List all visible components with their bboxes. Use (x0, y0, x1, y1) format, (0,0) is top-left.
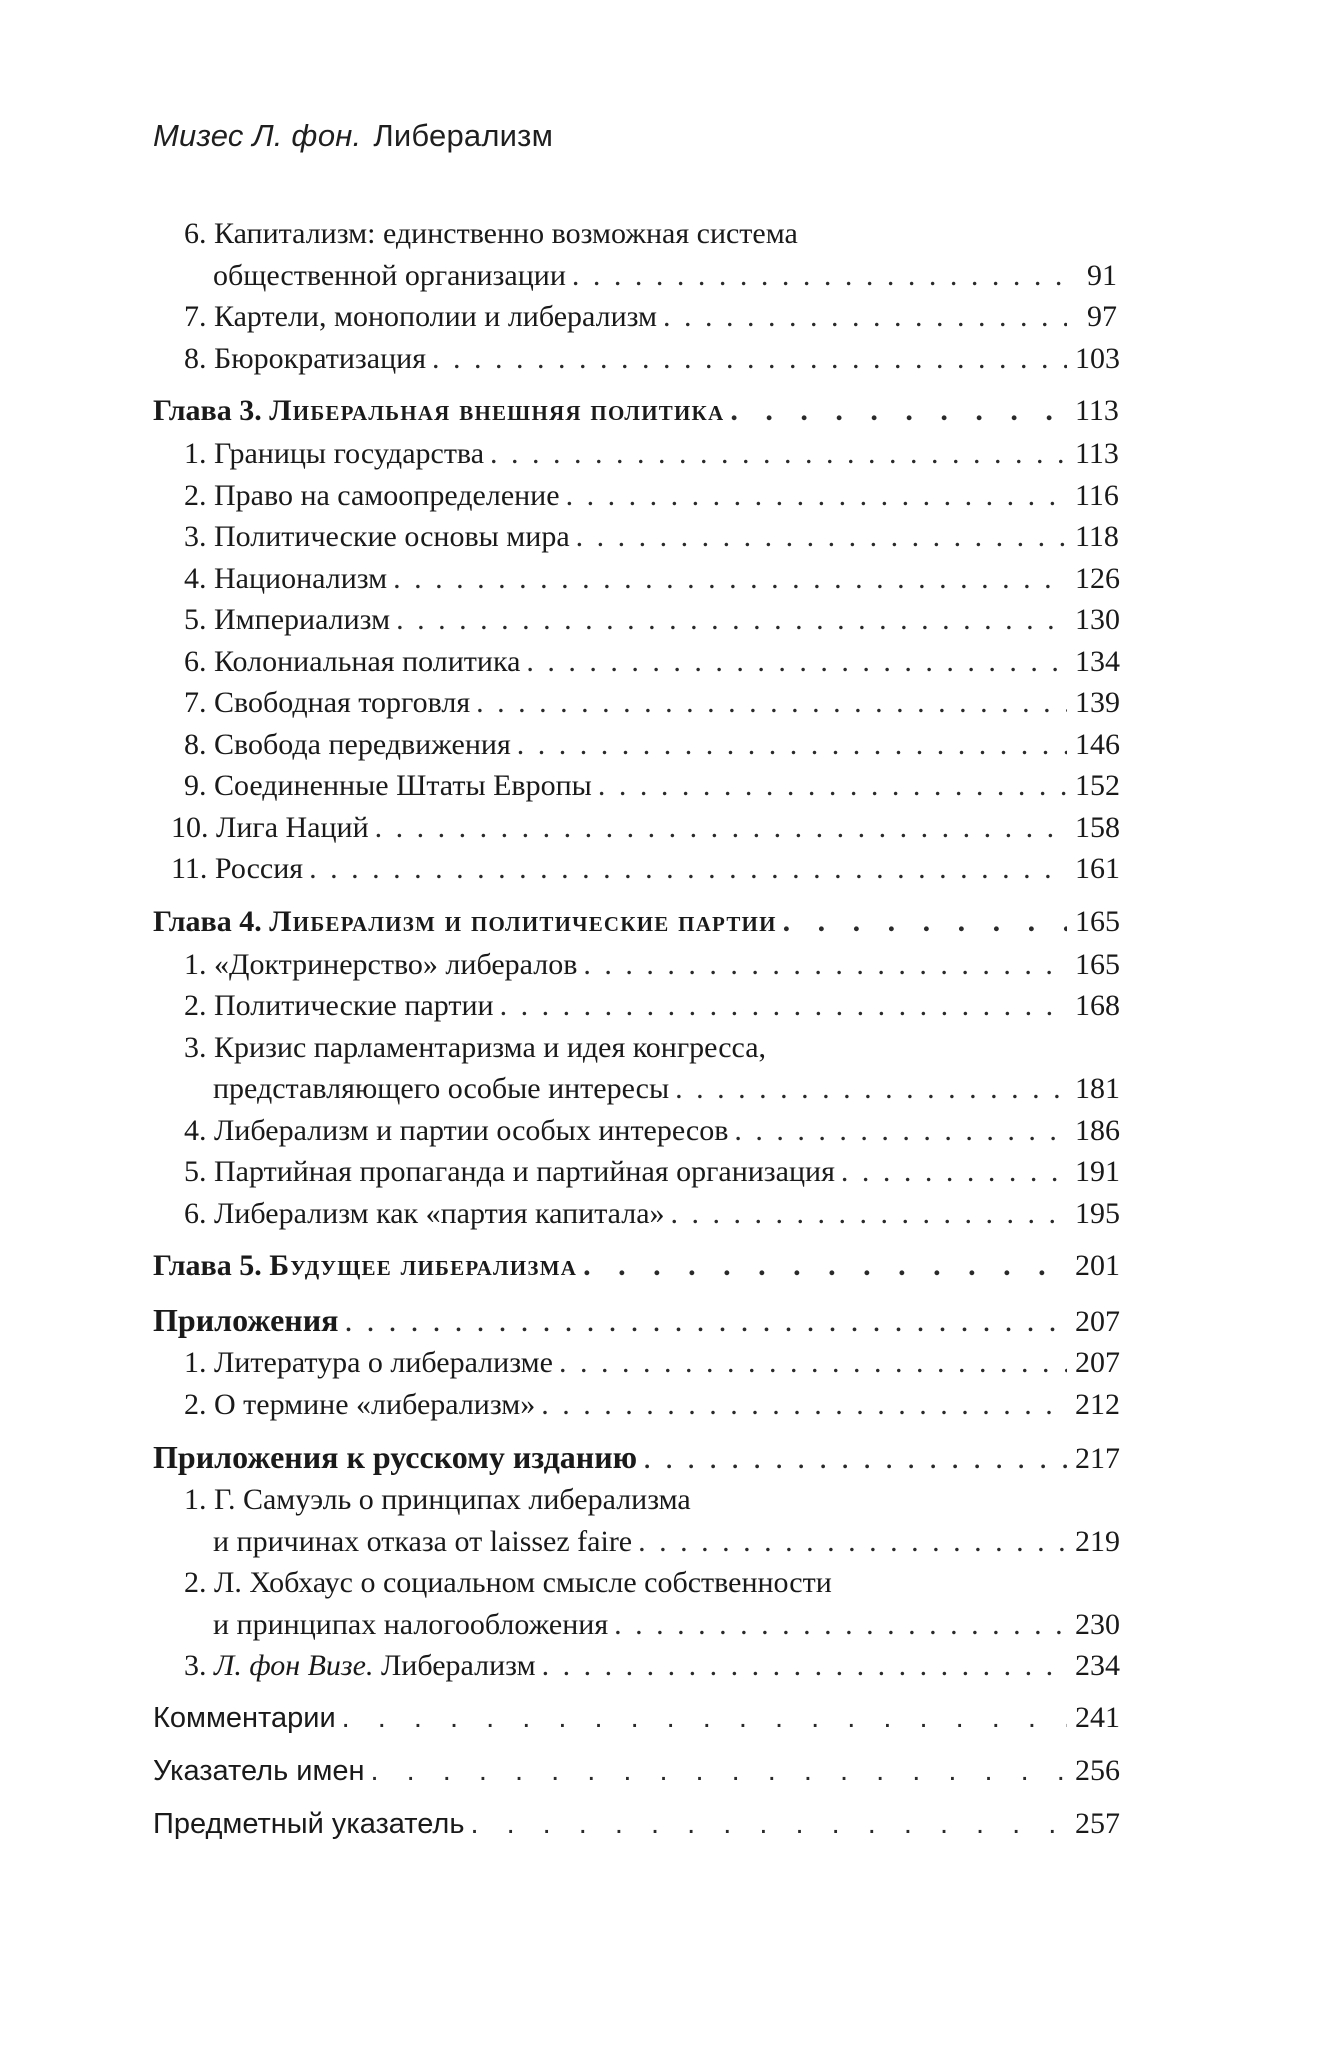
dot-leader (841, 1151, 1067, 1193)
toc-page-number: 103 (1075, 341, 1120, 375)
toc-entry-label: 1. Границы государства (184, 437, 485, 470)
toc-page-number: 195 (1075, 1196, 1120, 1230)
toc-entry-ru-s2[interactable] (153, 1604, 1120, 1646)
toc-entry-label: 10. Лига Наций (171, 810, 369, 844)
toc-entry-ch3-s3[interactable] (153, 516, 1117, 558)
toc-page-number: 217 (1075, 1442, 1120, 1475)
toc-chapter-label (153, 389, 730, 433)
dot-leader (542, 1645, 1067, 1687)
running-head-title: Либерализм (373, 118, 554, 153)
toc-entry-label: 5. Партийная пропаганда и партийная организация (184, 1155, 835, 1188)
dot-leader (490, 433, 1067, 475)
toc-entry-label: 8. Бюрократизация (184, 341, 426, 375)
toc-page-number: 97 (1087, 300, 1117, 333)
toc-entry-label: 2. Политические партии (184, 989, 494, 1022)
toc-entry-label: и причинах отказа от laissez faire (213, 1524, 633, 1558)
toc-entry-ch2-s6[interactable] (153, 255, 1117, 297)
toc-entry-ru-s1-line1 (153, 1479, 1117, 1521)
toc-entry-label: и принципах налогообложения (213, 1607, 609, 1641)
toc-entry-label: 7. Картели, монополии и либерализм (184, 300, 658, 333)
toc-entry-ch3-s8[interactable] (153, 724, 1120, 766)
toc-entry-ch2-s8[interactable] (153, 338, 1120, 380)
toc-entry-label: 2. О термине «либерализм» (184, 1387, 536, 1421)
toc-entry-ru-s2-line1 (153, 1562, 1117, 1604)
toc-page-number: 118 (1075, 520, 1119, 553)
toc-name-index[interactable] (153, 1749, 1120, 1793)
toc-page-number: 146 (1075, 727, 1120, 761)
entry-number: 3. (184, 1649, 207, 1682)
chapter-prefix: Глава 4. (153, 904, 262, 938)
toc-page-number: 113 (1075, 394, 1119, 427)
chapter-title: Либерализм и политические партии (269, 904, 777, 938)
toc-entry-ch4-s3-line1 (153, 1027, 1117, 1069)
toc-entry-ch4-s3[interactable] (153, 1068, 1120, 1110)
chapter-prefix: Глава 3. (153, 394, 262, 427)
toc-page-number: 116 (1075, 478, 1119, 512)
toc-entry-ch3-s7[interactable] (153, 682, 1120, 724)
dot-leader (675, 1068, 1067, 1110)
toc-page-number: 186 (1075, 1113, 1120, 1147)
toc-entry-ch3-s6[interactable] (153, 641, 1120, 683)
toc-entry-label: 5. Империализм (184, 603, 391, 636)
dot-leader (559, 1342, 1067, 1384)
chapter-title: Либеральная внешняя политика (269, 394, 725, 427)
toc-appendix-label: Приложения (153, 1302, 339, 1338)
toc-entry-label: 6. Колониальная политика (184, 644, 521, 678)
dot-leader (344, 1298, 1067, 1342)
toc-entry-label: 6. Либерализм как «партия капитала» (184, 1196, 665, 1230)
dot-leader (342, 1696, 1067, 1740)
dot-leader (371, 1749, 1067, 1793)
toc-page-number: 207 (1075, 1305, 1120, 1338)
toc-entry-ru-s3[interactable] (153, 1645, 1120, 1687)
dot-leader (730, 389, 1067, 433)
toc-comments[interactable] (153, 1696, 1120, 1740)
table-of-contents (153, 213, 1120, 1846)
toc-page-number: 165 (1075, 904, 1120, 938)
toc-page-number: 161 (1075, 852, 1120, 885)
toc-page-number: 134 (1075, 644, 1120, 678)
toc-chapter-5[interactable] (153, 1244, 1120, 1288)
toc-appendix-label: Приложения к русскому изданию (153, 1439, 638, 1475)
toc-page-number: 126 (1075, 561, 1120, 595)
toc-entry-ch2-s7[interactable] (153, 296, 1117, 338)
dot-leader (309, 848, 1067, 890)
toc-page-number: 168 (1075, 989, 1120, 1022)
toc-entry-label: 11. Россия (171, 852, 304, 885)
toc-entry-label: 1. Литература о либерализме (184, 1346, 553, 1379)
toc-entry-label: 2. Л. Хобхаус о социальном смысле собственности (184, 1566, 832, 1599)
dot-leader (783, 900, 1067, 944)
toc-page-number: 241 (1075, 1700, 1120, 1734)
toc-page-number: 212 (1075, 1387, 1120, 1421)
toc-page-number: 201 (1075, 1249, 1120, 1282)
dot-leader (396, 599, 1067, 641)
toc-entry-label: 9. Соединенные Штаты Европы (184, 769, 592, 802)
dot-leader (583, 944, 1067, 986)
dot-leader (517, 724, 1067, 766)
dot-leader (526, 641, 1067, 683)
toc-entry-ch4-s4[interactable] (153, 1110, 1120, 1152)
toc-entry-ch3-s11[interactable] (153, 848, 1120, 890)
toc-entry-ch3-s5[interactable] (153, 599, 1120, 641)
dot-leader (598, 765, 1067, 807)
toc-page-number: 139 (1075, 686, 1120, 719)
toc-entry-ch4-s2[interactable] (153, 985, 1120, 1027)
dot-leader (614, 1604, 1067, 1646)
toc-entry-ru-s1[interactable] (153, 1521, 1120, 1563)
dot-leader (643, 1435, 1067, 1479)
toc-page-number: 113 (1075, 437, 1119, 470)
dot-leader (566, 475, 1067, 517)
toc-entry-label: Указатель имен (153, 1754, 365, 1787)
toc-entry-label: 1. «Доктринерство» либералов (184, 947, 578, 981)
toc-entry-label: Комментарии (153, 1701, 336, 1734)
dot-leader (432, 338, 1067, 380)
dot-leader (541, 1384, 1067, 1426)
dot-leader (572, 255, 1067, 297)
toc-entry-label: 8. Свобода передвижения (184, 727, 511, 761)
dot-leader (671, 1193, 1067, 1235)
toc-chapter-label (153, 1244, 583, 1288)
toc-chapter-label (153, 900, 783, 944)
dot-leader (663, 296, 1067, 338)
toc-page-number: 152 (1075, 769, 1120, 802)
toc-entry-label: 3. Политические основы мира (184, 520, 570, 553)
toc-entry-label: 6. Капитализм: единственно возможная система (184, 217, 798, 250)
toc-entry-label: общественной организации (213, 258, 566, 292)
toc-entry-label: 1. Г. Самуэль о принципах либерализма (184, 1483, 691, 1516)
toc-entry-ch3-s9[interactable] (153, 765, 1120, 807)
toc-entry-label (184, 1645, 542, 1687)
toc-page-number: 256 (1075, 1753, 1120, 1787)
dot-leader (583, 1244, 1067, 1288)
toc-subject-index[interactable] (153, 1802, 1120, 1846)
toc-page-number: 230 (1075, 1607, 1120, 1641)
toc-entry-ch3-s10[interactable] (153, 807, 1120, 849)
toc-entry-ch3-s1[interactable] (153, 433, 1117, 475)
entry-title: Либерализм (380, 1649, 536, 1682)
dot-leader (393, 558, 1067, 600)
toc-page-number: 91 (1087, 258, 1117, 292)
toc-entry-label: представляющего особые интересы (213, 1072, 670, 1105)
toc-page-number: 181 (1075, 1072, 1120, 1105)
dot-leader (638, 1521, 1067, 1563)
toc-entry-ch4-s5[interactable] (153, 1151, 1120, 1193)
toc-page-number: 165 (1075, 947, 1120, 981)
dot-leader (576, 516, 1067, 558)
toc-entry-label: 7. Свободная торговля (184, 686, 471, 719)
toc-entry-ch2-s6-line1 (153, 213, 1117, 255)
chapter-prefix: Глава 5. (153, 1249, 262, 1282)
toc-entry-app-s2[interactable] (153, 1384, 1120, 1426)
toc-entry-label: 3. Кризис парламентаризма и идея конгресса, (184, 1030, 767, 1064)
toc-entry-ch3-s4[interactable] (153, 558, 1120, 600)
toc-page-number: 257 (1075, 1806, 1120, 1840)
dot-leader (476, 682, 1067, 724)
toc-chapter-3[interactable] (153, 389, 1117, 433)
dot-leader (375, 807, 1067, 849)
dot-leader (734, 1110, 1067, 1152)
chapter-title: Будущее либерализма (269, 1249, 578, 1282)
toc-russian-appendices[interactable] (153, 1435, 1120, 1479)
toc-entry-ch3-s2[interactable] (153, 475, 1117, 517)
running-head-author: Мизес Л. фон. (153, 118, 362, 153)
toc-entry-label: Предметный указатель (153, 1807, 465, 1840)
toc-chapter-4[interactable] (153, 900, 1120, 944)
toc-entry-ch4-s6[interactable] (153, 1193, 1120, 1235)
toc-entry-label: 4. Национализм (184, 561, 388, 595)
toc-page-number: 234 (1075, 1649, 1120, 1682)
toc-entry-label: 2. Право на самоопределение (184, 478, 560, 512)
toc-page-number: 191 (1075, 1155, 1120, 1188)
toc-entry-label: 4. Либерализм и партии особых интересов (184, 1113, 729, 1147)
toc-entry-ch4-s1[interactable] (153, 944, 1120, 986)
toc-page-number: 219 (1075, 1524, 1120, 1558)
toc-page-number: 207 (1075, 1346, 1120, 1379)
entry-author: Л. фон Визе. (214, 1649, 374, 1682)
toc-appendices[interactable] (153, 1298, 1120, 1342)
running-head (153, 118, 553, 154)
dot-leader (470, 1802, 1067, 1846)
toc-page-number: 158 (1075, 810, 1120, 844)
dot-leader (500, 985, 1067, 1027)
toc-page-number: 130 (1075, 603, 1120, 636)
toc-entry-app-s1[interactable] (153, 1342, 1120, 1384)
